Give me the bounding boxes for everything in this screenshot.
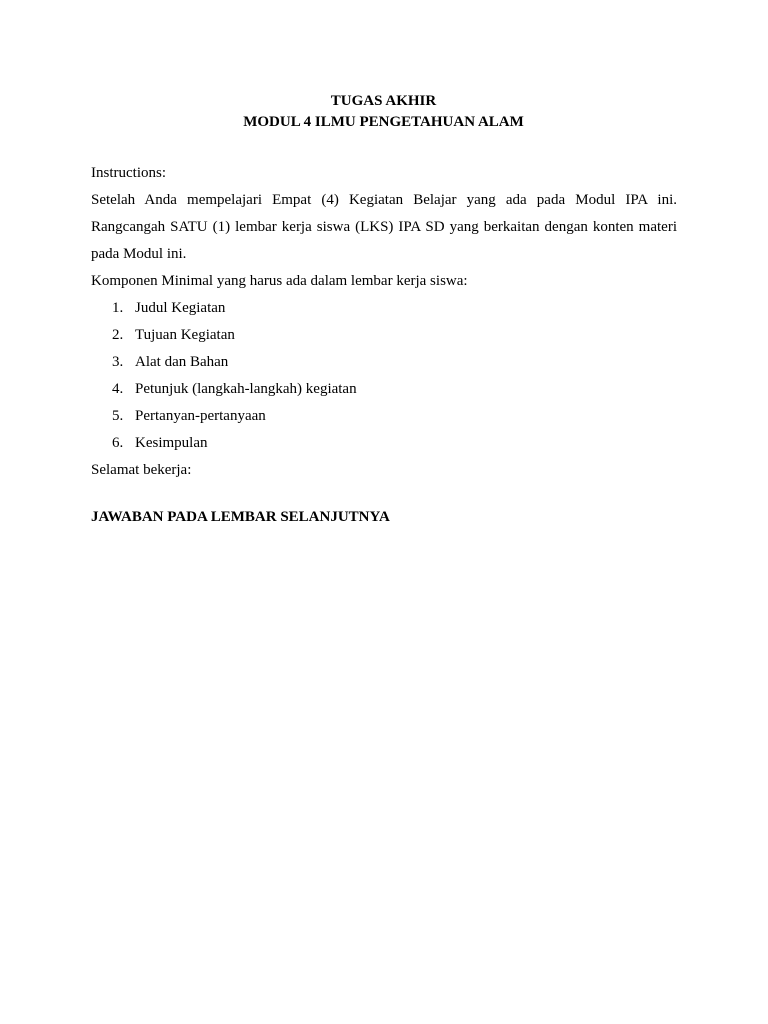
answer-note: JAWABAN PADA LEMBAR SELANJUTNYA <box>91 509 390 525</box>
list-item <box>91 403 677 430</box>
list-item-label: Kesimpulan <box>135 435 208 451</box>
list-item-number: 6. <box>112 435 124 451</box>
list-item <box>91 322 677 349</box>
instructions-paragraph: Setelah Anda mempelajari Empat (4) Kegiatan Belajar yang ada pada Modul IPA ini. Rangcangah SATU (1) lembar kerja siswa (LKS) IPA SD yang berkaitan dengan konten materi pada Modul ini. <box>91 192 677 262</box>
list-item <box>91 430 677 457</box>
list-item-number: 4. <box>112 381 124 397</box>
title-line-1: TUGAS AKHIR <box>330 93 437 109</box>
list-item-number: 1. <box>112 300 124 316</box>
document-body <box>91 160 677 484</box>
list-item-number: 5. <box>112 408 124 424</box>
instructions-label: Instructions: <box>91 165 166 181</box>
list-item-number: 3. <box>112 354 124 370</box>
list-item-label: Pertanyan-pertanyaan <box>135 408 266 424</box>
list-item-label: Petunjuk (langkah-langkah) kegiatan <box>135 381 357 397</box>
components-list <box>91 295 677 457</box>
components-intro: Komponen Minimal yang harus ada dalam lembar kerja siswa: <box>91 273 468 289</box>
list-item-label: Alat dan Bahan <box>135 354 229 370</box>
title-line-2: MODUL 4 ILMU PENGETAHUAN ALAM <box>243 114 524 130</box>
list-item <box>91 376 677 403</box>
list-item-label: Judul Kegiatan <box>135 300 226 316</box>
list-item <box>91 349 677 376</box>
closing-text: Selamat bekerja: <box>91 462 192 478</box>
document-title <box>90 91 677 133</box>
list-item-label: Tujuan Kegiatan <box>135 327 235 343</box>
list-item <box>91 295 677 322</box>
list-item-number: 2. <box>112 327 124 343</box>
